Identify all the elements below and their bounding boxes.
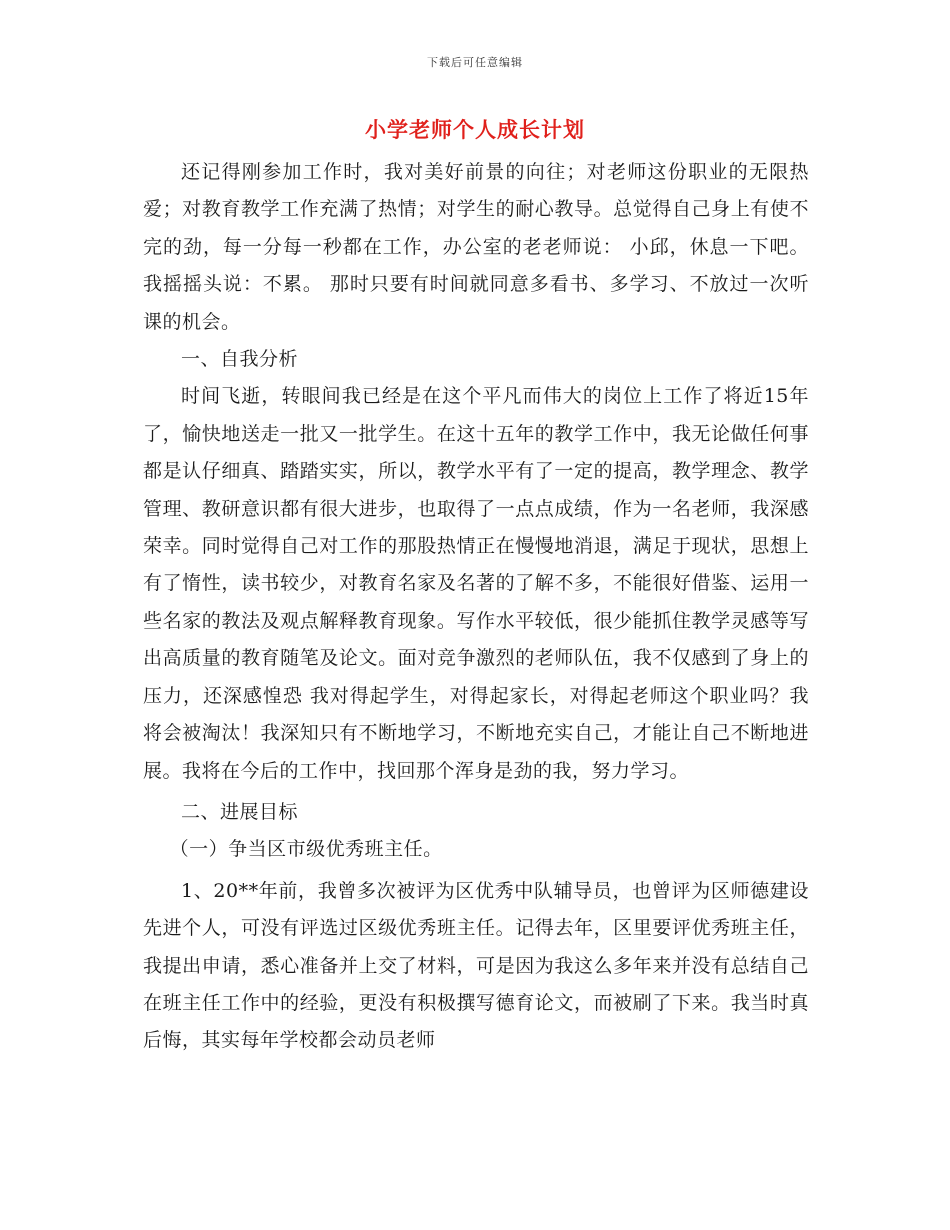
header-note: 下载后可任意编辑 <box>427 56 523 69</box>
paragraph-goal-1: 1、20**年前，我曾多次被评为区优秀中队辅导员，也曾评为区师德建设先进个人，可没有评选过区级优秀班主任。记得去年，区里要评优秀班主任，我提出申请，悉心准备并上交了材料，可是因为我这么多年来并没有总结自己在班主任工作中的经验，更没有积极撰写德育论文，而被刷了下来。我当时真后悔，其实每年学校都会动员老师 <box>143 879 809 1052</box>
paragraph-intro: 还记得刚参加工作时，我对美好前景的向往；对老师这份职业的无限热爱；对教育教学工作充满了热情；对学生的耐心教导。总觉得自己身上有使不完的劲，每一分每一秒都在工作，办公室的老老师说： 小邱，休息一下吧。 我摇摇头说：不累。 那时只要有时间就同意多看书、多学习、不放过一次听课的机会。 <box>143 161 809 333</box>
document-body <box>143 154 809 1060</box>
subsection-heading-head-teacher: （一）争当区市级优秀班主任。 <box>169 838 443 861</box>
paragraph-self-analysis: 时间飞逝，转眼间我已经是在这个平凡而伟大的岗位上工作了将近15年了，愉快地送走一批又一批学生。在这十五年的教学工作中，我无论做任何事都是认仔细真、踏踏实实，所以，教学水平有了一定的提高，教学理念、教学管理、教研意识都有很大进步，也取得了一点点成绩，作为一名老师，我深感荣幸。同时觉得自己对工作的那股热情正在慢慢地消退，满足于现状，思想上有了惰性，读书较少，对教育名家及名著的了解不多，不能很好借鉴、运用一些名家的教法及观点解释教育现象。写作水平较低，很少能抓住教学灵感等写出高质量的教育随笔及论文。面对竞争激烈的老师队伍，我不仅感到了身上的压力，还深感惶恐 我对得起学生，对得起家长，对得起老师这个职业吗？我将会被淘汰！我深知只有不断地学习，不断地充实自己，才能让自己不断地进展。我将在今后的工作中，找回那个浑身是劲的我，努力学习。 <box>143 385 809 782</box>
section-heading-goals: 二、进展目标 <box>181 800 299 823</box>
section-heading-self-analysis: 一、自我分析 <box>181 348 299 371</box>
document-title: 小学老师个人成长计划 <box>365 117 585 142</box>
